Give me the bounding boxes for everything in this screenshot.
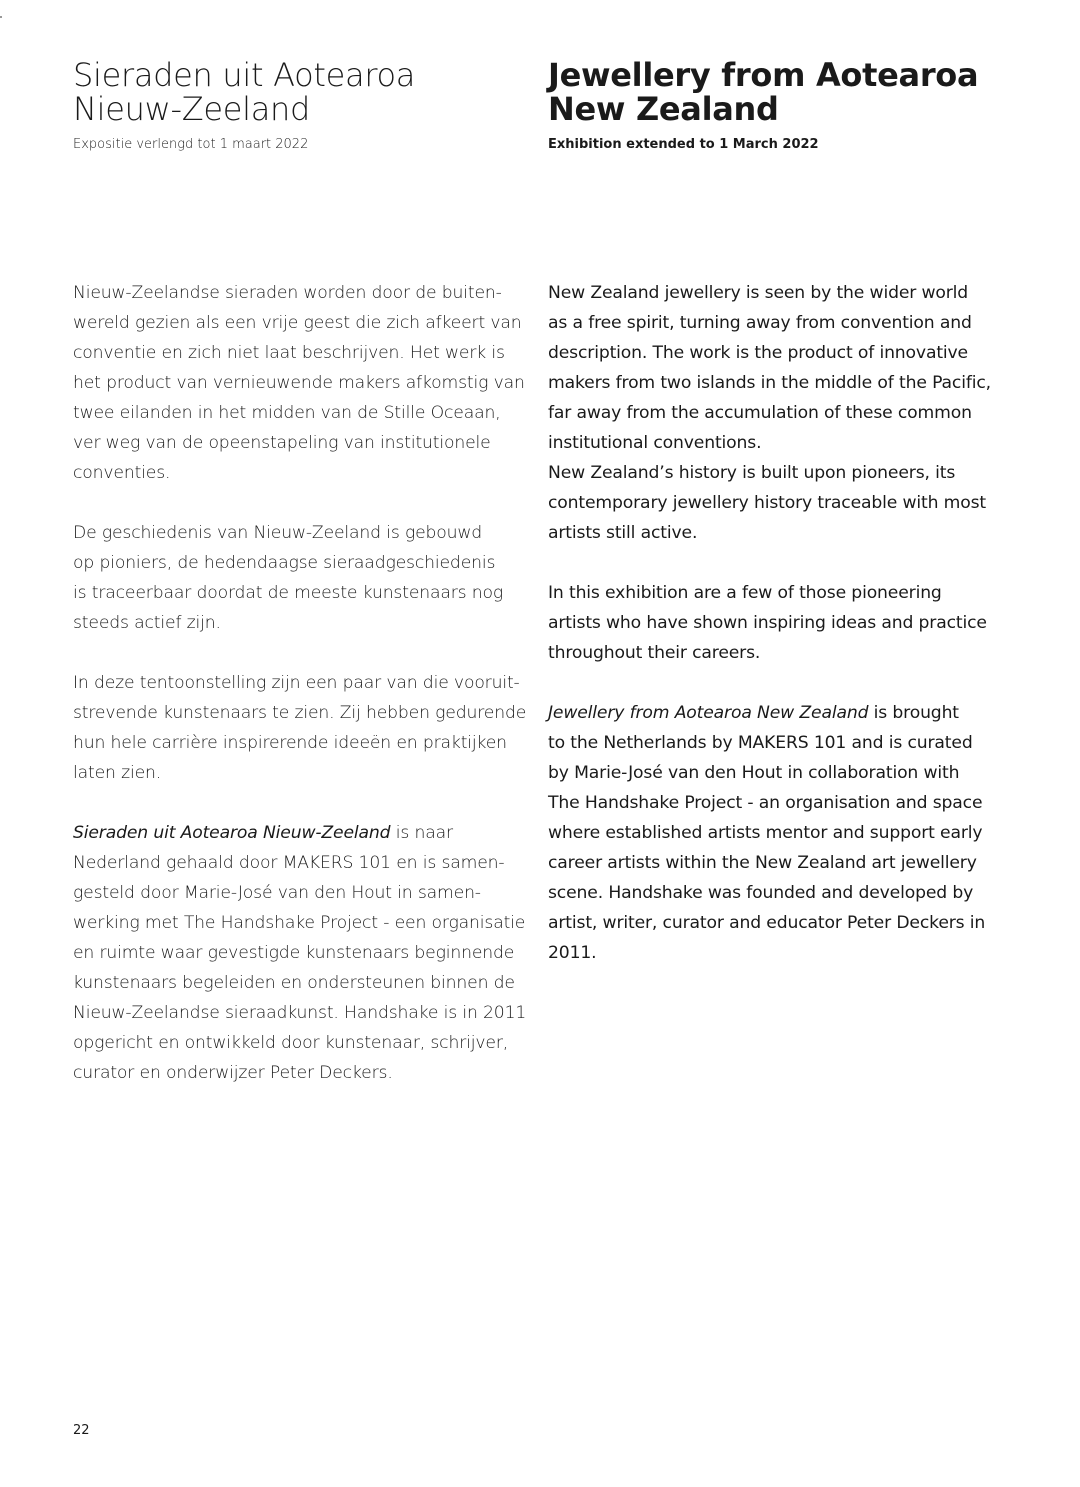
dutch-paragraph-3 <box>73 668 526 788</box>
text-line: gesteld door Marie-José van den Hout in samen- <box>73 883 481 903</box>
english-paragraph-1 <box>548 278 991 458</box>
text-line: New Zealand jewellery is seen by the wider world <box>548 283 969 303</box>
text-line: The Handshake Project - an organisation and space <box>548 793 983 813</box>
text-line: ver weg van de opeenstapeling van institutionele <box>73 433 491 453</box>
english-body <box>548 278 991 968</box>
dutch-column <box>73 56 535 1083</box>
text-line: De geschiedenis van Nieuw-Zeeland is gebouwd <box>73 523 483 543</box>
text-line: far away from the accumulation of these common <box>548 403 972 423</box>
text-line: Nederland gehaald door MAKERS 101 en is samen- <box>73 853 505 873</box>
corner-crop-mark <box>0 16 2 18</box>
english-title-line: New Zealand <box>548 90 779 128</box>
text-line: description. The work is the product of innovative <box>548 343 968 363</box>
dutch-title <box>73 58 535 126</box>
english-column <box>548 56 1016 963</box>
text-line: is traceerbaar doordat de meeste kunstenaars nog <box>73 583 504 603</box>
text-line: artists still active. <box>548 523 698 543</box>
english-title <box>548 58 1016 126</box>
text-line: scene. Handshake was founded and developed by <box>548 883 974 903</box>
english-paragraph-2 <box>548 458 991 548</box>
text-line: New Zealand’s history is built upon pioneers, its <box>548 463 956 483</box>
text-fragment: is brought <box>868 703 959 723</box>
text-line: In deze tentoonstelling zijn een paar van die vooruit- <box>73 673 520 693</box>
dutch-title-line: Nieuw-Zeeland <box>73 90 311 128</box>
text-line: throughout their careers. <box>548 643 761 663</box>
text-line: het product van vernieuwende makers afkomstig van <box>73 373 525 393</box>
text-line: hun hele carrière inspirerende ideeën en praktijken <box>73 733 507 753</box>
text-line: contemporary jewellery history traceable with most <box>548 493 987 513</box>
english-subtitle: Exhibition extended to 1 March 2022 <box>548 137 819 152</box>
text-fragment: is naar <box>390 823 453 843</box>
text-line: to the Netherlands by MAKERS 101 and is curated <box>548 733 973 753</box>
english-paragraph-3 <box>548 578 991 668</box>
text-line: op pioniers, de hedendaagse sieraadgeschiedenis <box>73 553 496 573</box>
dutch-paragraph-1 <box>73 278 526 488</box>
text-line <box>548 698 991 728</box>
dutch-subtitle: Expositie verlengd tot 1 maart 2022 <box>73 137 309 152</box>
text-line: 2011. <box>548 943 597 963</box>
text-line: institutional conventions. <box>548 433 762 453</box>
text-line: en ruimte waar gevestigde kunstenaars beginnende <box>73 943 515 963</box>
text-line: steeds actief zijn. <box>73 613 221 633</box>
text-line: In this exhibition are a few of those pioneering <box>548 583 942 603</box>
text-line: curator en onderwijzer Peter Deckers. <box>73 1063 393 1083</box>
exhibition-title-italic: Jewellery from Aotearoa New Zealand <box>548 703 869 723</box>
page-number: 22 <box>73 1423 90 1438</box>
text-line: artists who have shown inspiring ideas and practice <box>548 613 987 633</box>
text-line: Nieuw-Zeelandse sieraadkunst. Handshake is in 2011 <box>73 1003 527 1023</box>
exhibition-title-italic: Sieraden uit Aotearoa Nieuw-Zeeland <box>73 823 391 843</box>
text-line: wereld gezien als een vrije geest die zich afkeert van <box>73 313 522 333</box>
text-line: where established artists mentor and support early <box>548 823 983 843</box>
text-line: opgericht en ontwikkeld door kunstenaar, schrijver, <box>73 1033 509 1053</box>
text-line: twee eilanden in het midden van de Stille Oceaan, <box>73 403 501 423</box>
text-line: strevende kunstenaars te zien. Zij hebben gedurende <box>73 703 527 723</box>
text-line: laten zien. <box>73 763 162 783</box>
text-line: artist, writer, curator and educator Peter Deckers in <box>548 913 986 933</box>
text-line <box>73 818 526 848</box>
text-line: kunstenaars begeleiden en ondersteunen binnen de <box>73 973 515 993</box>
dutch-body <box>73 278 526 1088</box>
dutch-paragraph-4 <box>73 818 526 1088</box>
text-line: as a free spirit, turning away from convention and <box>548 313 972 333</box>
text-line: conventies. <box>73 463 171 483</box>
text-line: career artists within the New Zealand art jewellery <box>548 853 977 873</box>
text-line: by Marie-José van den Hout in collaboration with <box>548 763 960 783</box>
text-line: makers from two islands in the middle of the Pacific, <box>548 373 991 393</box>
text-line: werking met The Handshake Project - een organisatie <box>73 913 526 933</box>
english-title-line: Jewellery from Aotearoa <box>548 56 979 94</box>
text-line: conventie en zich niet laat beschrijven. Het werk is <box>73 343 505 363</box>
text-line: Nieuw-Zeelandse sieraden worden door de buiten- <box>73 283 502 303</box>
dutch-title-line: Sieraden uit Aotearoa <box>73 56 416 94</box>
dutch-paragraph-2 <box>73 518 526 638</box>
english-paragraph-4 <box>548 698 991 968</box>
